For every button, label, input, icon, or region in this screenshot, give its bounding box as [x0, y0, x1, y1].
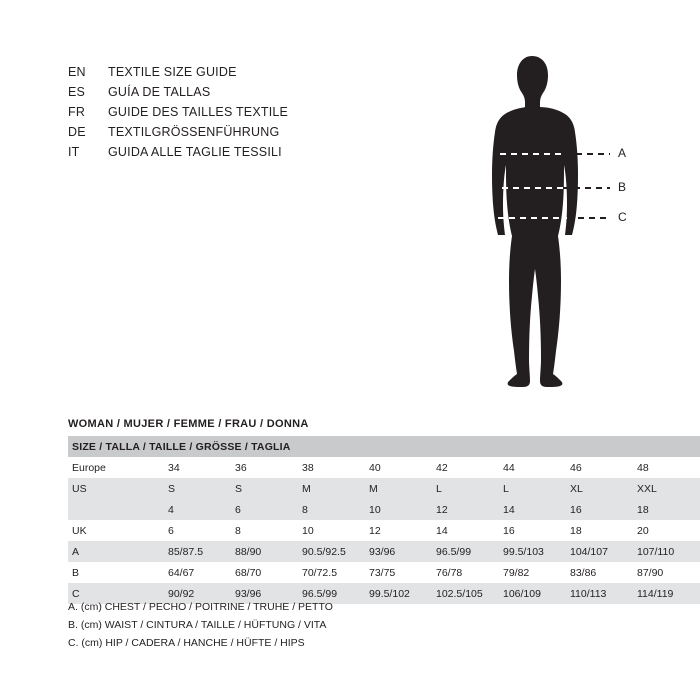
cell: 18 [566, 520, 633, 541]
row-label: B [68, 562, 164, 583]
cell: XL [566, 478, 633, 499]
cell: 99.5/102 [365, 583, 432, 604]
cell: 6 [164, 520, 231, 541]
table-row [68, 436, 700, 457]
cell: 79/82 [499, 562, 566, 583]
cell: 90/92 [164, 583, 231, 604]
row-label: A [68, 541, 164, 562]
cell: 46 [566, 457, 633, 478]
legend-line-c: C. (cm) HIP / CADERA / HANCHE / HÜFTE / HIPS [68, 637, 305, 649]
cell: 85/87.5 [164, 541, 231, 562]
cell: 93/96 [231, 583, 298, 604]
title-block [68, 62, 448, 162]
measure-label-b: B [618, 180, 627, 194]
title-text-it: GUIDA ALLE TAGLIE TESSILI [108, 145, 282, 159]
title-text-fr: GUIDE DES TAILLES TEXTILE [108, 105, 289, 119]
cell: 107/110 [633, 541, 700, 562]
table-row [68, 562, 700, 583]
measure-label-a: A [618, 146, 627, 160]
cell: 36 [231, 457, 298, 478]
cell: 76/78 [432, 562, 499, 583]
title-lang-de: DE [68, 125, 86, 139]
size-header-cell: SIZE / TALLA / TAILLE / GRÖSSE / TAGLIA [68, 436, 700, 457]
cell: 48 [633, 457, 700, 478]
cell: L [499, 478, 566, 499]
row-label: US [68, 478, 164, 499]
measure-label-c: C [618, 210, 627, 224]
body-figure [470, 50, 650, 430]
title-row [68, 62, 448, 82]
cell: 73/75 [365, 562, 432, 583]
title-lang-it: IT [68, 145, 80, 159]
cell: XXL [633, 478, 700, 499]
cell: 12 [365, 520, 432, 541]
cell: 114/119 [633, 583, 700, 604]
cell: 8 [298, 499, 365, 520]
cell: 10 [365, 499, 432, 520]
cell: 6 [231, 499, 298, 520]
cell: 38 [298, 457, 365, 478]
cell: 14 [432, 520, 499, 541]
cell: 44 [499, 457, 566, 478]
table-row [68, 457, 700, 478]
title-row [68, 82, 448, 102]
legend-line-a: A. (cm) CHEST / PECHO / POITRINE / TRUHE / PETTO [68, 601, 333, 613]
cell: 4 [164, 499, 231, 520]
table-category-header: WOMAN / MUJER / FEMME / FRAU / DONNA [68, 418, 309, 430]
title-text-es: GUÍA DE TALLAS [108, 85, 211, 99]
cell: 87/90 [633, 562, 700, 583]
cell: S [231, 478, 298, 499]
cell: 102.5/105 [432, 583, 499, 604]
title-lang-fr: FR [68, 105, 86, 119]
title-row [68, 142, 448, 162]
cell: 14 [499, 499, 566, 520]
title-lang-es: ES [68, 85, 86, 99]
cell: 18 [633, 499, 700, 520]
cell: M [298, 478, 365, 499]
cell: 12 [432, 499, 499, 520]
cell: 110/113 [566, 583, 633, 604]
cell: 70/72.5 [298, 562, 365, 583]
legend-line-b: B. (cm) WAIST / CINTURA / TAILLE / HÜFTUNG / VITA [68, 619, 327, 631]
cell: 90.5/92.5 [298, 541, 365, 562]
cell: M [365, 478, 432, 499]
table-row [68, 499, 700, 520]
cell: 10 [298, 520, 365, 541]
cell: S [164, 478, 231, 499]
table-row [68, 541, 700, 562]
cell: 88/90 [231, 541, 298, 562]
row-label: C [68, 583, 164, 604]
size-table [68, 436, 700, 604]
size-table-wrap [68, 418, 675, 604]
title-text-en: TEXTILE SIZE GUIDE [108, 65, 237, 79]
cell: 83/86 [566, 562, 633, 583]
title-text-de: TEXTILGRÖSSENFÜHRUNG [108, 125, 280, 139]
cell: 40 [365, 457, 432, 478]
cell: L [432, 478, 499, 499]
cell: 64/67 [164, 562, 231, 583]
cell: 68/70 [231, 562, 298, 583]
cell: 106/109 [499, 583, 566, 604]
title-row [68, 122, 448, 142]
cell: 34 [164, 457, 231, 478]
table-row [68, 478, 700, 499]
female-silhouette-icon [470, 50, 650, 430]
cell: 93/96 [365, 541, 432, 562]
cell: 20 [633, 520, 700, 541]
title-lang-en: EN [68, 65, 86, 79]
cell: 104/107 [566, 541, 633, 562]
cell: 42 [432, 457, 499, 478]
row-label: UK [68, 520, 164, 541]
table-row [68, 520, 700, 541]
row-label [68, 499, 164, 520]
legend [68, 598, 568, 652]
row-label: Europe [68, 457, 164, 478]
cell: 16 [566, 499, 633, 520]
cell: 99.5/103 [499, 541, 566, 562]
cell: 96.5/99 [432, 541, 499, 562]
cell: 8 [231, 520, 298, 541]
cell: 16 [499, 520, 566, 541]
cell: 96.5/99 [298, 583, 365, 604]
title-row [68, 102, 448, 122]
